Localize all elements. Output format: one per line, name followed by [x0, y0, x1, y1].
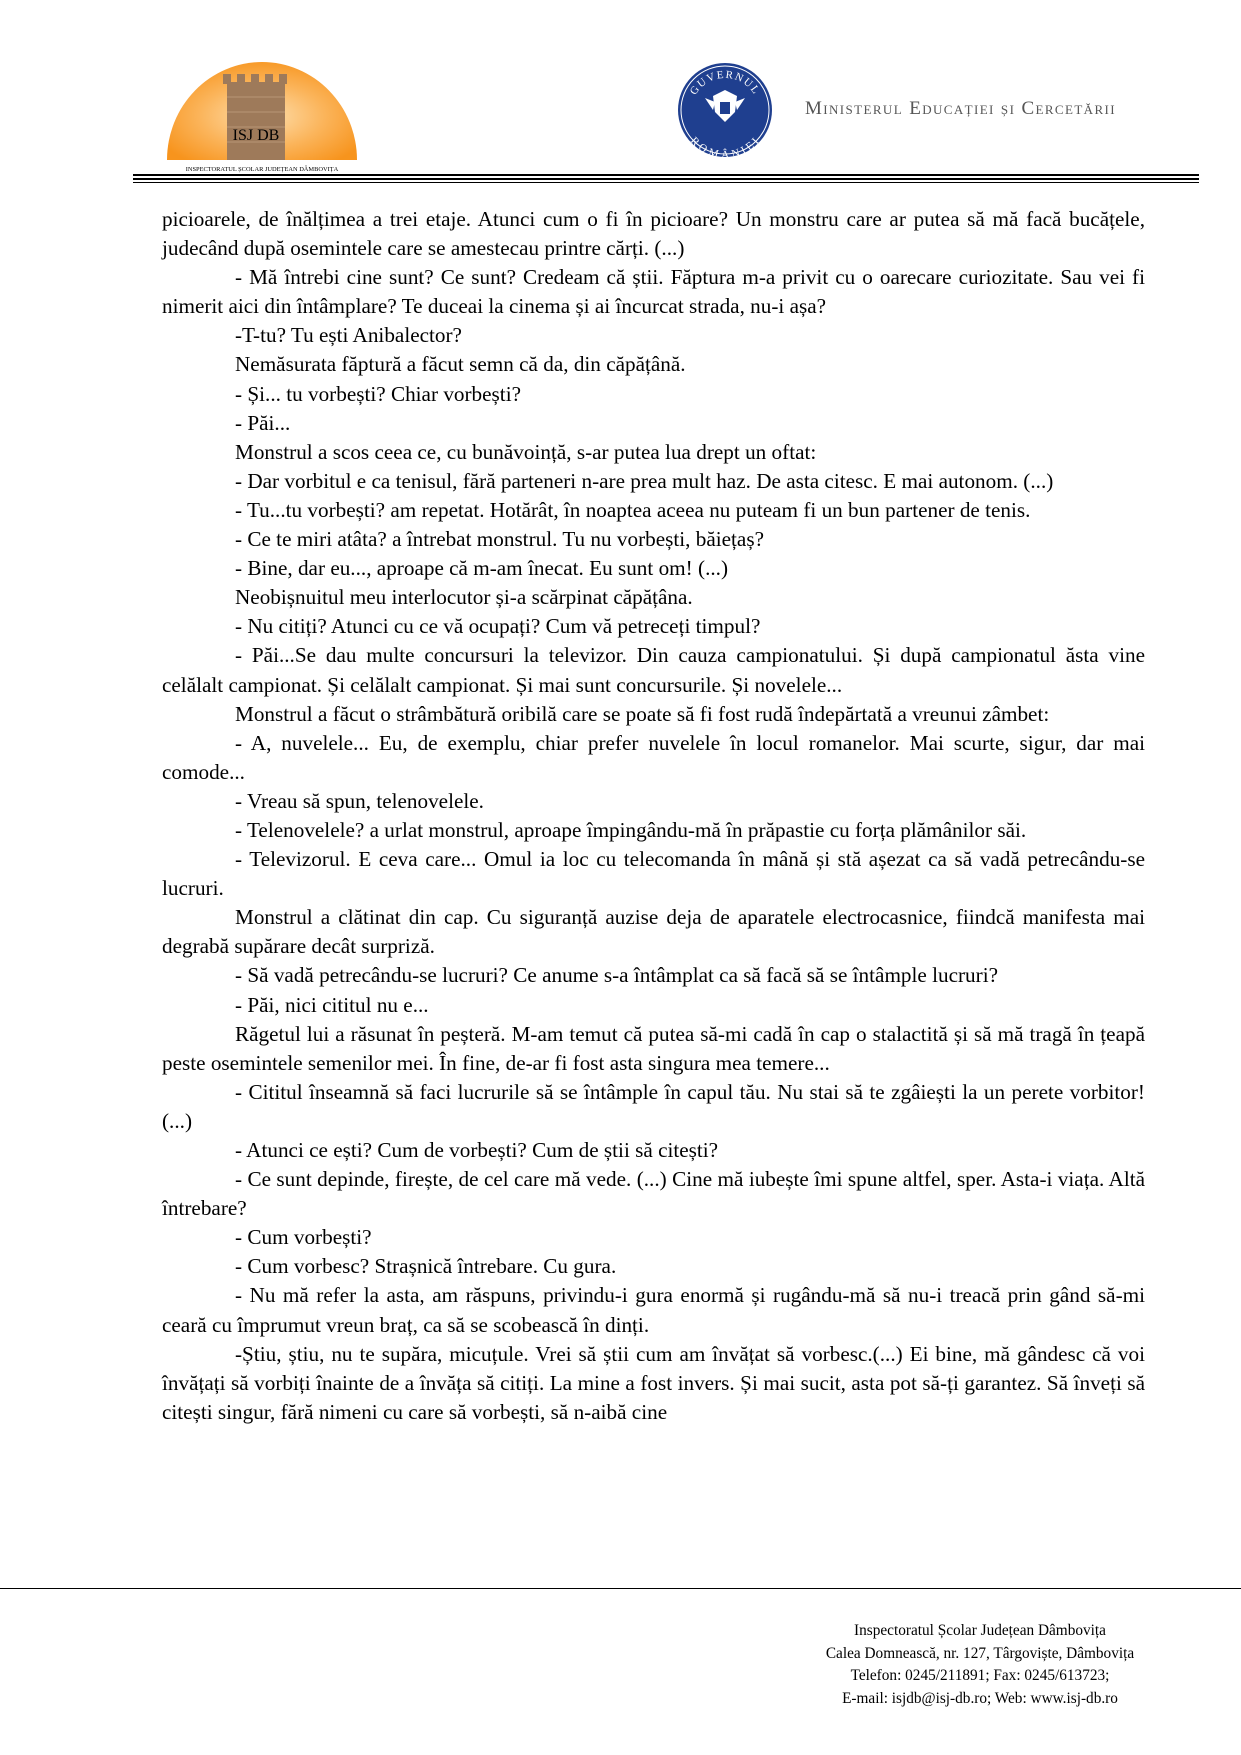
- government-seal-graphic: [675, 60, 775, 160]
- footer-phone: Telefon: 0245/211891; Fax: 0245/613723;: [850, 1667, 1110, 1684]
- paragraph: - Atunci ce ești? Cum de vorbești? Cum de știi să citești?: [235, 1138, 719, 1162]
- paragraph: picioarele, de înălțimea a trei etaje. Atunci cum o fi în picioare? Un monstru care ar putea să mă facă bucățele, judecând după osemintele care se amestecau printre cărți. (...): [162, 207, 1145, 261]
- paragraph: - Mă întrebi cine sunt? Ce sunt? Credeam că știi. Făptura m-a privit cu o oarecare curiozitate. Sau vei fi nimerit aici din întâmplare? Te duceai la cinema și ai încurcat strada, nu-i așa?: [162, 265, 1145, 319]
- paragraph: Monstrul a făcut o strâmbătură oribilă care se poate să fi fost rudă îndepărtată a vreunui zâmbet:: [235, 701, 1050, 726]
- paragraph: - Păi...: [235, 410, 291, 435]
- paragraph: - Vreau să spun, telenovelele.: [235, 788, 484, 813]
- header-divider: [133, 174, 1199, 183]
- isj-db-logo-graphic: [165, 52, 360, 177]
- paragraph: - Cititul înseamnă să faci lucrurile să se întâmple în capul tău. Nu stai să te zgâiești la un perete vorbitor! (...): [162, 1079, 1145, 1133]
- paragraph: - Ce sunt depinde, firește, de cel care mă vede. (...) Cine mă iubește îmi spune altfel, sper. Asta-i viața. Altă întrebare?: [162, 1167, 1145, 1221]
- paragraph: - A, nuvelele... Eu, de exemplu, chiar prefer nuvelele în locul romanelor. Mai scurte, sigur, dar mai comode...: [162, 730, 1145, 784]
- footer-divider: [0, 1588, 1241, 1589]
- paragraph: Răgetul lui a răsunat în peșteră. M-am temut că putea să-mi cadă în cap o stalactită și să mă tragă în țeapă peste osemintele semenilor mei. În fine, de-ar fi fost asta singura mea temere...: [162, 1021, 1145, 1075]
- paragraph: - Păi, nici cititul nu e...: [235, 992, 429, 1017]
- paragraph: -T-tu? Tu ești Anibalector?: [235, 323, 462, 348]
- ministry-title: Ministerul Educației și Cercetării: [805, 98, 1116, 119]
- paragraph: Nemăsurata făptură a făcut semn că da, din căpățână.: [235, 352, 686, 377]
- isj-db-abbr: ISJ DB: [232, 127, 280, 144]
- story-text: [162, 205, 1145, 1427]
- paragraph: - Bine, dar eu..., aproape că m-am înecat. Eu sunt om! (...): [235, 556, 729, 581]
- paragraph: -Știu, știu, nu te supăra, micuțule. Vrei să știi cum am învățat să vorbesc.(...) Ei bine, mă gândesc că voi învățați să vorbiți înainte de a învăța să citiți. La mine a fost invers. Și mai sucit, asta pot să-ți garantez. Să înveți să citești singur, fără nimeni cu care să vorbești, să n-aibă cine: [162, 1341, 1145, 1424]
- paragraph: Neobișnuitul meu interlocutor și-a scărpinat căpățâna.: [235, 585, 693, 610]
- paragraph: - Și... tu vorbești? Chiar vorbești?: [235, 381, 521, 406]
- footer-institution: Inspectoratul Școlar Județean Dâmbovița: [854, 1622, 1106, 1639]
- paragraph: - Televizorul. E ceva care... Omul ia loc cu telecomanda în mână și stă așezat ca să vadă petrecându-se lucruri.: [162, 847, 1145, 901]
- paragraph: - Telenovelele? a urlat monstrul, aproape împingându-mă în prăpastie cu forța plămânilor săi.: [235, 817, 1027, 842]
- paragraph: - Cum vorbești?: [235, 1225, 372, 1250]
- isj-db-caption: INSPECTORATUL ȘCOLAR JUDEȚEAN DÂMBOVIȚA: [185, 166, 339, 173]
- paragraph: - Tu...tu vorbești? am repetat. Hotărât, în noaptea aceea nu puteam fi un bun partener de tenis.: [235, 497, 1031, 522]
- footer-address: Calea Domnească, nr. 127, Târgoviște, Dâmbovița: [825, 1644, 1135, 1662]
- isj-db-logo: [165, 52, 360, 177]
- paragraph: Monstrul a scos ceea ce, cu bunăvoință, s-ar putea lua drept un oftat:: [235, 439, 817, 464]
- paragraph: - Dar vorbitul e ca tenisul, fără parteneri n-are prea mult haz. De asta citesc. E mai autonom. (...): [235, 468, 1054, 493]
- paragraph: - Cum vorbesc? Strașnică întrebare. Cu gura.: [235, 1254, 617, 1279]
- government-seal: [675, 60, 775, 160]
- paragraph: Monstrul a clătinat din cap. Cu siguranță auzise deja de aparatele electrocasnice, fiindcă manifesta mai degrabă supărare decât surpriză.: [162, 905, 1145, 959]
- footer-email-web: E-mail: isjdb@isj-db.ro; Web: www.isj-db.ro: [842, 1689, 1118, 1707]
- paragraph: - Ce te miri atâta? a întrebat monstrul. Tu nu vorbești, băiețaș?: [235, 527, 764, 552]
- seal-top-text: GUVERNUL: [687, 68, 763, 98]
- paragraph: - Să vadă petrecându-se lucruri? Ce anume s-a întâmplat ca să facă să se întâmple lucruri?: [235, 963, 998, 988]
- paragraph: - Nu mă refer la asta, am răspuns, privindu-i gura enormă și rugându-mă să nu-i treacă prin gând să-mi ceară cu împrumut vreun braț, ca să se scobească în dinți.: [162, 1283, 1145, 1337]
- footer-contact: [720, 1620, 1240, 1710]
- paragraph: - Nu citiți? Atunci cu ce vă ocupați? Cum vă petreceți timpul?: [235, 614, 761, 639]
- seal-bottom-text: ROMÂNIEI: [687, 134, 763, 160]
- paragraph: - Păi...Se dau multe concursuri la televizor. Din cauza campionatului. Și după campionatul ăsta vine celălalt campionat. Și celălalt campionat. Și mai sunt concursurile. Și novelele...: [162, 643, 1145, 697]
